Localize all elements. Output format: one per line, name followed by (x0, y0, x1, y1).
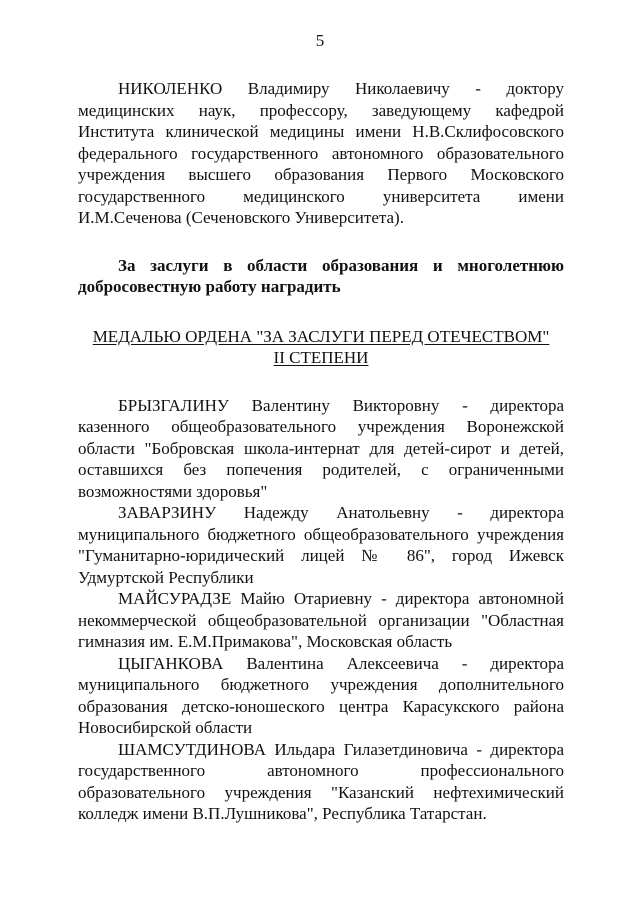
first-recipient-paragraph: НИКОЛЕНКО Владимиру Николаевичу - доктору медицинских наук, профессору, заведующему кафедрой Института клинической медицины имени Н.В.Склифосовского федерального государственного автономного образовательного учреждения высшего образования Первого Московского государственного медицинского университета имени И.М.Сеченова (Сеченовского Университета). (78, 79, 564, 227)
award-title-line-2: II СТЕПЕНИ (273, 348, 369, 367)
document-body (78, 78, 564, 825)
page-number: 5 (315, 31, 325, 50)
recipient-list (78, 395, 564, 825)
award-intro: За заслуги в области образования и многолетнюю добросовестную работу наградить (78, 255, 564, 296)
recipient-paragraph: МАЙСУРАДЗЕ Майю Отариевну - директора автономной некоммерческой общеобразовательной организации "Областная гимназия им. Е.М.Примакова", Московская область (78, 589, 564, 651)
award-title-line-1: МЕДАЛЬЮ ОРДЕНА "ЗА ЗАСЛУГИ ПЕРЕД ОТЕЧЕСТВОМ" (92, 326, 550, 346)
recipient-paragraph: БРЫЗГАЛИНУ Валентину Викторовну - директора казенного общеобразовательного учреждения Воронежской области "Бобровская школа-интернат для детей-сирот и детей, оставшихся без попечения родителей, с ограниченными возможностями здоровья" (78, 395, 564, 501)
recipient-paragraph: ШАМСУТДИНОВА Ильдара Гилазетдиновича - директора государственного автономного профессионального образовательного учреждения "Казанский нефтехимический колледж имени В.П.Лушникова", Республика Татарстан. (78, 739, 564, 823)
recipient-paragraph: ЦЫГАНКОВА Валентина Алексеевича - директора муниципального бюджетного учреждения дополнительного образования детско-юношеского центра Карасукского района Новосибирской области (78, 653, 564, 737)
recipient-paragraph: ЗАВАРЗИНУ Надежду Анатольевну - директора муниципального бюджетного общеобразовательного учреждения "Гуманитарно-юридический лицей № 86", город Ижевск Удмуртской Республики (78, 503, 564, 587)
award-title (78, 326, 564, 369)
